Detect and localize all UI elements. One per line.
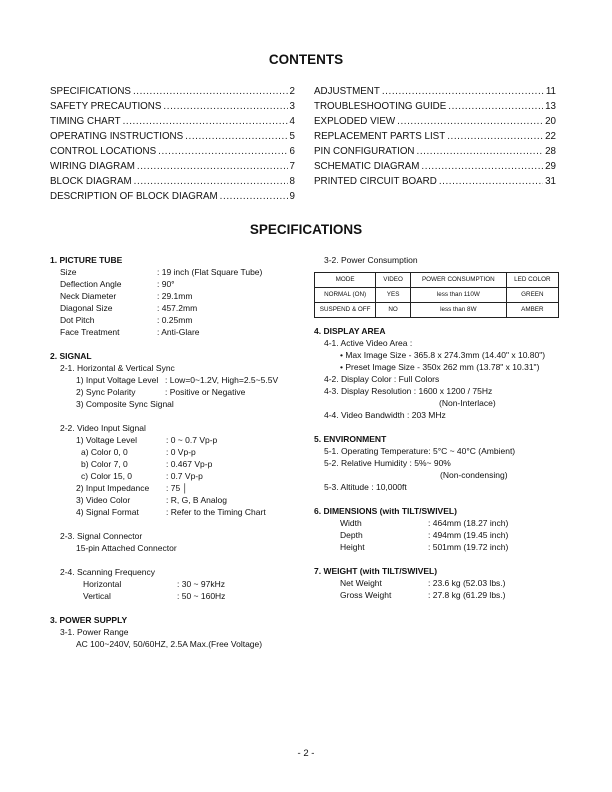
toc-entry	[314, 99, 556, 114]
weight-label: Net Weight	[340, 578, 382, 588]
video-input-row	[50, 506, 310, 518]
toc-leader-dots	[137, 159, 288, 174]
power-table-header-cell: LED COLOR	[506, 273, 558, 288]
picture-tube-value: : 0.25mm	[157, 315, 193, 325]
toc-leader-dots	[421, 159, 543, 174]
toc-entry-title: PIN CONFIGURATION	[314, 146, 415, 157]
toc-leader-dots	[439, 174, 543, 189]
video-input-row	[50, 470, 310, 482]
toc-entry-title: OPERATING INSTRUCTIONS	[50, 131, 184, 142]
weight-label: Gross Weight	[340, 590, 392, 600]
toc-entry	[50, 129, 295, 144]
toc-right-column	[314, 84, 556, 189]
toc-entry-page: 7	[289, 161, 295, 172]
sync-label: 3) Composite Sync Signal	[76, 399, 174, 409]
video-input-row	[50, 434, 310, 446]
display-resolution: 4-3. Display Resolution : 1600 x 1200 / 75Hz	[324, 386, 493, 396]
specs-right-column	[314, 254, 559, 601]
toc-entry-title: ADJUSTMENT	[314, 86, 380, 97]
contents-title: CONTENTS	[268, 52, 344, 67]
max-image-size: • Max Image Size - 365.8 x 274.3mm (14.40" x 10.80")	[340, 350, 546, 360]
toc-entry-title: TIMING CHART	[50, 116, 121, 127]
picture-tube-value: : 457.2mm	[157, 303, 198, 313]
section-power-supply-heading: 3. POWER SUPPLY	[50, 615, 128, 625]
sync-heading: 2-1. Horizontal & Vertical Sync	[60, 363, 175, 373]
dimension-label: Depth	[340, 530, 363, 540]
toc-entry	[314, 174, 556, 189]
toc-entry-page: 2	[289, 86, 295, 97]
toc-entry-page: 3	[289, 101, 295, 112]
picture-tube-label: Face Treatment	[60, 327, 120, 337]
toc-entry-page: 20	[545, 116, 556, 127]
toc-entry-page: 5	[289, 131, 295, 142]
display-resolution-note: (Non-Interlace)	[439, 398, 496, 408]
toc-entry-page: 28	[545, 146, 556, 157]
section-signal-heading: 2. SIGNAL	[50, 351, 92, 361]
picture-tube-row	[50, 266, 310, 278]
scanning-label: Horizontal	[83, 579, 122, 589]
toc-entry-title: WIRING DIAGRAM	[50, 161, 135, 172]
toc-entry-title: EXPLODED VIEW	[314, 116, 396, 127]
video-input-row	[50, 458, 310, 470]
scanning-row	[50, 578, 310, 590]
scanning-frequency-heading: 2-4. Scanning Frequency	[60, 567, 155, 577]
dimension-label: Width	[340, 518, 362, 528]
toc-leader-dots	[220, 189, 288, 204]
video-input-label: 1) Voltage Level	[76, 435, 137, 445]
video-input-value: : 0 Vp-p	[166, 447, 196, 457]
section-weight-heading: 7. WEIGHT (with TILT/SWIVEL)	[314, 566, 438, 576]
scanning-row	[50, 590, 310, 602]
power-table-cell: NO	[376, 303, 411, 318]
video-input-row	[50, 482, 310, 494]
toc-leader-dots	[447, 129, 543, 144]
video-input-value: : 75 │	[166, 483, 188, 493]
toc-leader-dots	[382, 84, 544, 99]
dimension-row	[314, 517, 559, 529]
power-consumption-heading: 3-2. Power Consumption	[324, 255, 418, 265]
video-input-value: : 0.467 Vp-p	[166, 459, 213, 469]
toc-entry-title: SPECIFICATIONS	[50, 86, 131, 97]
video-input-heading: 2-2. Video Input Signal	[60, 423, 146, 433]
picture-tube-label: Diagonal Size	[60, 303, 113, 313]
picture-tube-row	[50, 278, 310, 290]
dimension-value: : 494mm (19.45 inch)	[428, 530, 509, 540]
toc-leader-dots	[134, 174, 288, 189]
toc-entry-page: 11	[545, 86, 556, 97]
scanning-label: Vertical	[83, 591, 111, 601]
picture-tube-row	[50, 290, 310, 302]
weight-row	[314, 589, 559, 601]
toc-entry	[314, 129, 556, 144]
video-input-row	[50, 494, 310, 506]
power-table-cell: GREEN	[506, 288, 558, 303]
toc-leader-dots	[185, 129, 287, 144]
picture-tube-row	[50, 314, 310, 326]
power-table-row	[315, 303, 559, 318]
picture-tube-row	[50, 302, 310, 314]
toc-entry-page: 9	[289, 191, 295, 202]
toc-entry-page: 29	[545, 161, 556, 172]
picture-tube-label: Size	[60, 267, 77, 277]
signal-connector-heading: 2-3. Signal Connector	[60, 531, 143, 541]
section-environment-heading: 5. ENVIRONMENT	[314, 434, 387, 444]
picture-tube-value: : 19 inch (Flat Square Tube)	[157, 267, 263, 277]
picture-tube-label: Dot Pitch	[60, 315, 95, 325]
video-input-label: b) Color 7, 0	[81, 459, 128, 469]
power-table-header-row	[315, 273, 559, 288]
toc-entry	[314, 159, 556, 174]
toc-entry-page: 22	[545, 131, 556, 142]
toc-leader-dots	[123, 114, 288, 129]
sync-label: 2) Sync Polarity	[76, 387, 136, 397]
picture-tube-row	[50, 326, 310, 338]
toc-entry	[50, 144, 295, 159]
dimension-value: : 464mm (18.27 inch)	[428, 518, 509, 528]
picture-tube-label: Neck Diameter	[60, 291, 117, 301]
dimension-row	[314, 529, 559, 541]
relative-humidity-note: (Non-condensing)	[440, 470, 508, 480]
power-table-header-cell: VIDEO	[376, 273, 411, 288]
toc-entry	[314, 84, 556, 99]
section-dimensions-heading: 6. DIMENSIONS (with TILT/SWIVEL)	[314, 506, 457, 516]
video-input-label: 2) Input Impedance	[76, 483, 150, 493]
weight-value: : 27.8 kg (61.29 lbs.)	[428, 590, 506, 600]
toc-entry	[50, 114, 295, 129]
video-bandwidth: 4-4. Video Bandwidth : 203 MHz	[324, 410, 446, 420]
power-consumption-table	[314, 272, 559, 318]
preset-image-size: • Preset Image Size - 350x 262 mm (13.78" x 10.31")	[340, 362, 540, 372]
dimension-row	[314, 541, 559, 553]
section-picture-tube-heading: 1. PICTURE TUBE	[50, 255, 123, 265]
video-input-value: : R, G, B Analog	[166, 495, 227, 505]
power-range-heading: 3-1. Power Range	[60, 627, 129, 637]
sync-row	[50, 398, 310, 410]
sync-row	[50, 386, 310, 398]
toc-entry-title: REPLACEMENT PARTS LIST	[314, 131, 446, 142]
toc-entry-page: 6	[289, 146, 295, 157]
section-display-area-heading: 4. DISPLAY AREA	[314, 326, 386, 336]
toc-entry-title: SAFETY PRECAUTIONS	[50, 101, 162, 112]
toc-leader-dots	[417, 144, 544, 159]
toc-entry-title: BLOCK DIAGRAM	[50, 176, 132, 187]
toc-entry	[50, 189, 295, 204]
page-number: - 2 -	[297, 748, 315, 759]
toc-entry	[50, 159, 295, 174]
scanning-value: : 50 ~ 160Hz	[177, 591, 226, 601]
toc-entry-page: 8	[289, 176, 295, 187]
toc-entry-title: TROUBLESHOOTING GUIDE	[314, 101, 447, 112]
power-table-cell: SUSPEND & OFF	[315, 303, 376, 318]
power-range-value: AC 100~240V, 50/60HZ, 2.5A Max.(Free Voltage)	[76, 639, 263, 649]
power-table-cell: less than 8W	[410, 303, 506, 318]
toc-left-column	[50, 84, 295, 204]
power-table-cell: AMBER	[506, 303, 558, 318]
toc-entry	[314, 114, 556, 129]
toc-entry	[50, 99, 295, 114]
video-input-label: 4) Signal Format	[76, 507, 139, 517]
toc-entry-page: 4	[289, 116, 295, 127]
toc-entry	[50, 174, 295, 189]
sync-row	[50, 374, 310, 386]
toc-entry	[50, 84, 295, 99]
picture-tube-value: : 29.1mm	[157, 291, 193, 301]
sync-value: : Low=0~1.2V, High=2.5~5.5V	[165, 375, 279, 385]
power-table-row	[315, 288, 559, 303]
video-input-value: : 0.7 Vp-p	[166, 471, 203, 481]
weight-value: : 23.6 kg (52.03 lbs.)	[428, 578, 506, 588]
toc-entry-title: CONTROL LOCATIONS	[50, 146, 157, 157]
toc-leader-dots	[397, 114, 543, 129]
sync-value: : Positive or Negative	[165, 387, 246, 397]
video-input-label: c) Color 15, 0	[81, 471, 133, 481]
power-table-cell: less than 110W	[410, 288, 506, 303]
altitude: 5-3. Altitude : 10,000ft	[324, 482, 407, 492]
toc-entry	[314, 144, 556, 159]
picture-tube-label: Deflection Angle	[60, 279, 122, 289]
video-input-row	[50, 446, 310, 458]
toc-entry-title: SCHEMATIC DIAGRAM	[314, 161, 420, 172]
sync-label: 1) Input Voltage Level	[76, 375, 159, 385]
weight-row	[314, 577, 559, 589]
signal-connector-value: 15-pin Attached Connector	[76, 543, 177, 553]
power-table-header-cell: POWER CONSUMPTION	[410, 273, 506, 288]
toc-entry-page: 31	[545, 176, 556, 187]
picture-tube-value: : Anti-Glare	[157, 327, 200, 337]
video-input-label: 3) Video Color	[76, 495, 131, 505]
active-video-area-heading: 4-1. Active Video Area :	[324, 338, 413, 348]
toc-leader-dots	[133, 84, 288, 99]
power-table-cell: NORMAL (ON)	[315, 288, 376, 303]
operating-temperature: 5-1. Operating Temperature: 5°C ~ 40°C (Ambient)	[324, 446, 516, 456]
dimension-value: : 501mm (19.72 inch)	[428, 542, 509, 552]
power-table-header-cell: MODE	[315, 273, 376, 288]
toc-leader-dots	[448, 99, 543, 114]
video-input-label: a) Color 0, 0	[81, 447, 128, 457]
video-input-value: : Refer to the Timing Chart	[166, 507, 266, 517]
toc-entry-title: DESCRIPTION OF BLOCK DIAGRAM	[50, 191, 218, 202]
relative-humidity: 5-2. Relative Humidity : 5%~ 90%	[324, 458, 451, 468]
scanning-value: : 30 ~ 97kHz	[177, 579, 225, 589]
specifications-title: SPECIFICATIONS	[249, 222, 363, 237]
toc-entry-page: 13	[545, 101, 556, 112]
toc-leader-dots	[158, 144, 287, 159]
picture-tube-value: : 90°	[157, 279, 175, 289]
dimension-label: Height	[340, 542, 365, 552]
specs-left-column	[50, 254, 310, 650]
video-input-value: : 0 ~ 0.7 Vp-p	[166, 435, 218, 445]
toc-entry-title: PRINTED CIRCUIT BOARD	[314, 176, 437, 187]
toc-leader-dots	[163, 99, 287, 114]
display-color: 4-2. Display Color : Full Colors	[324, 374, 440, 384]
power-table-cell: YES	[376, 288, 411, 303]
